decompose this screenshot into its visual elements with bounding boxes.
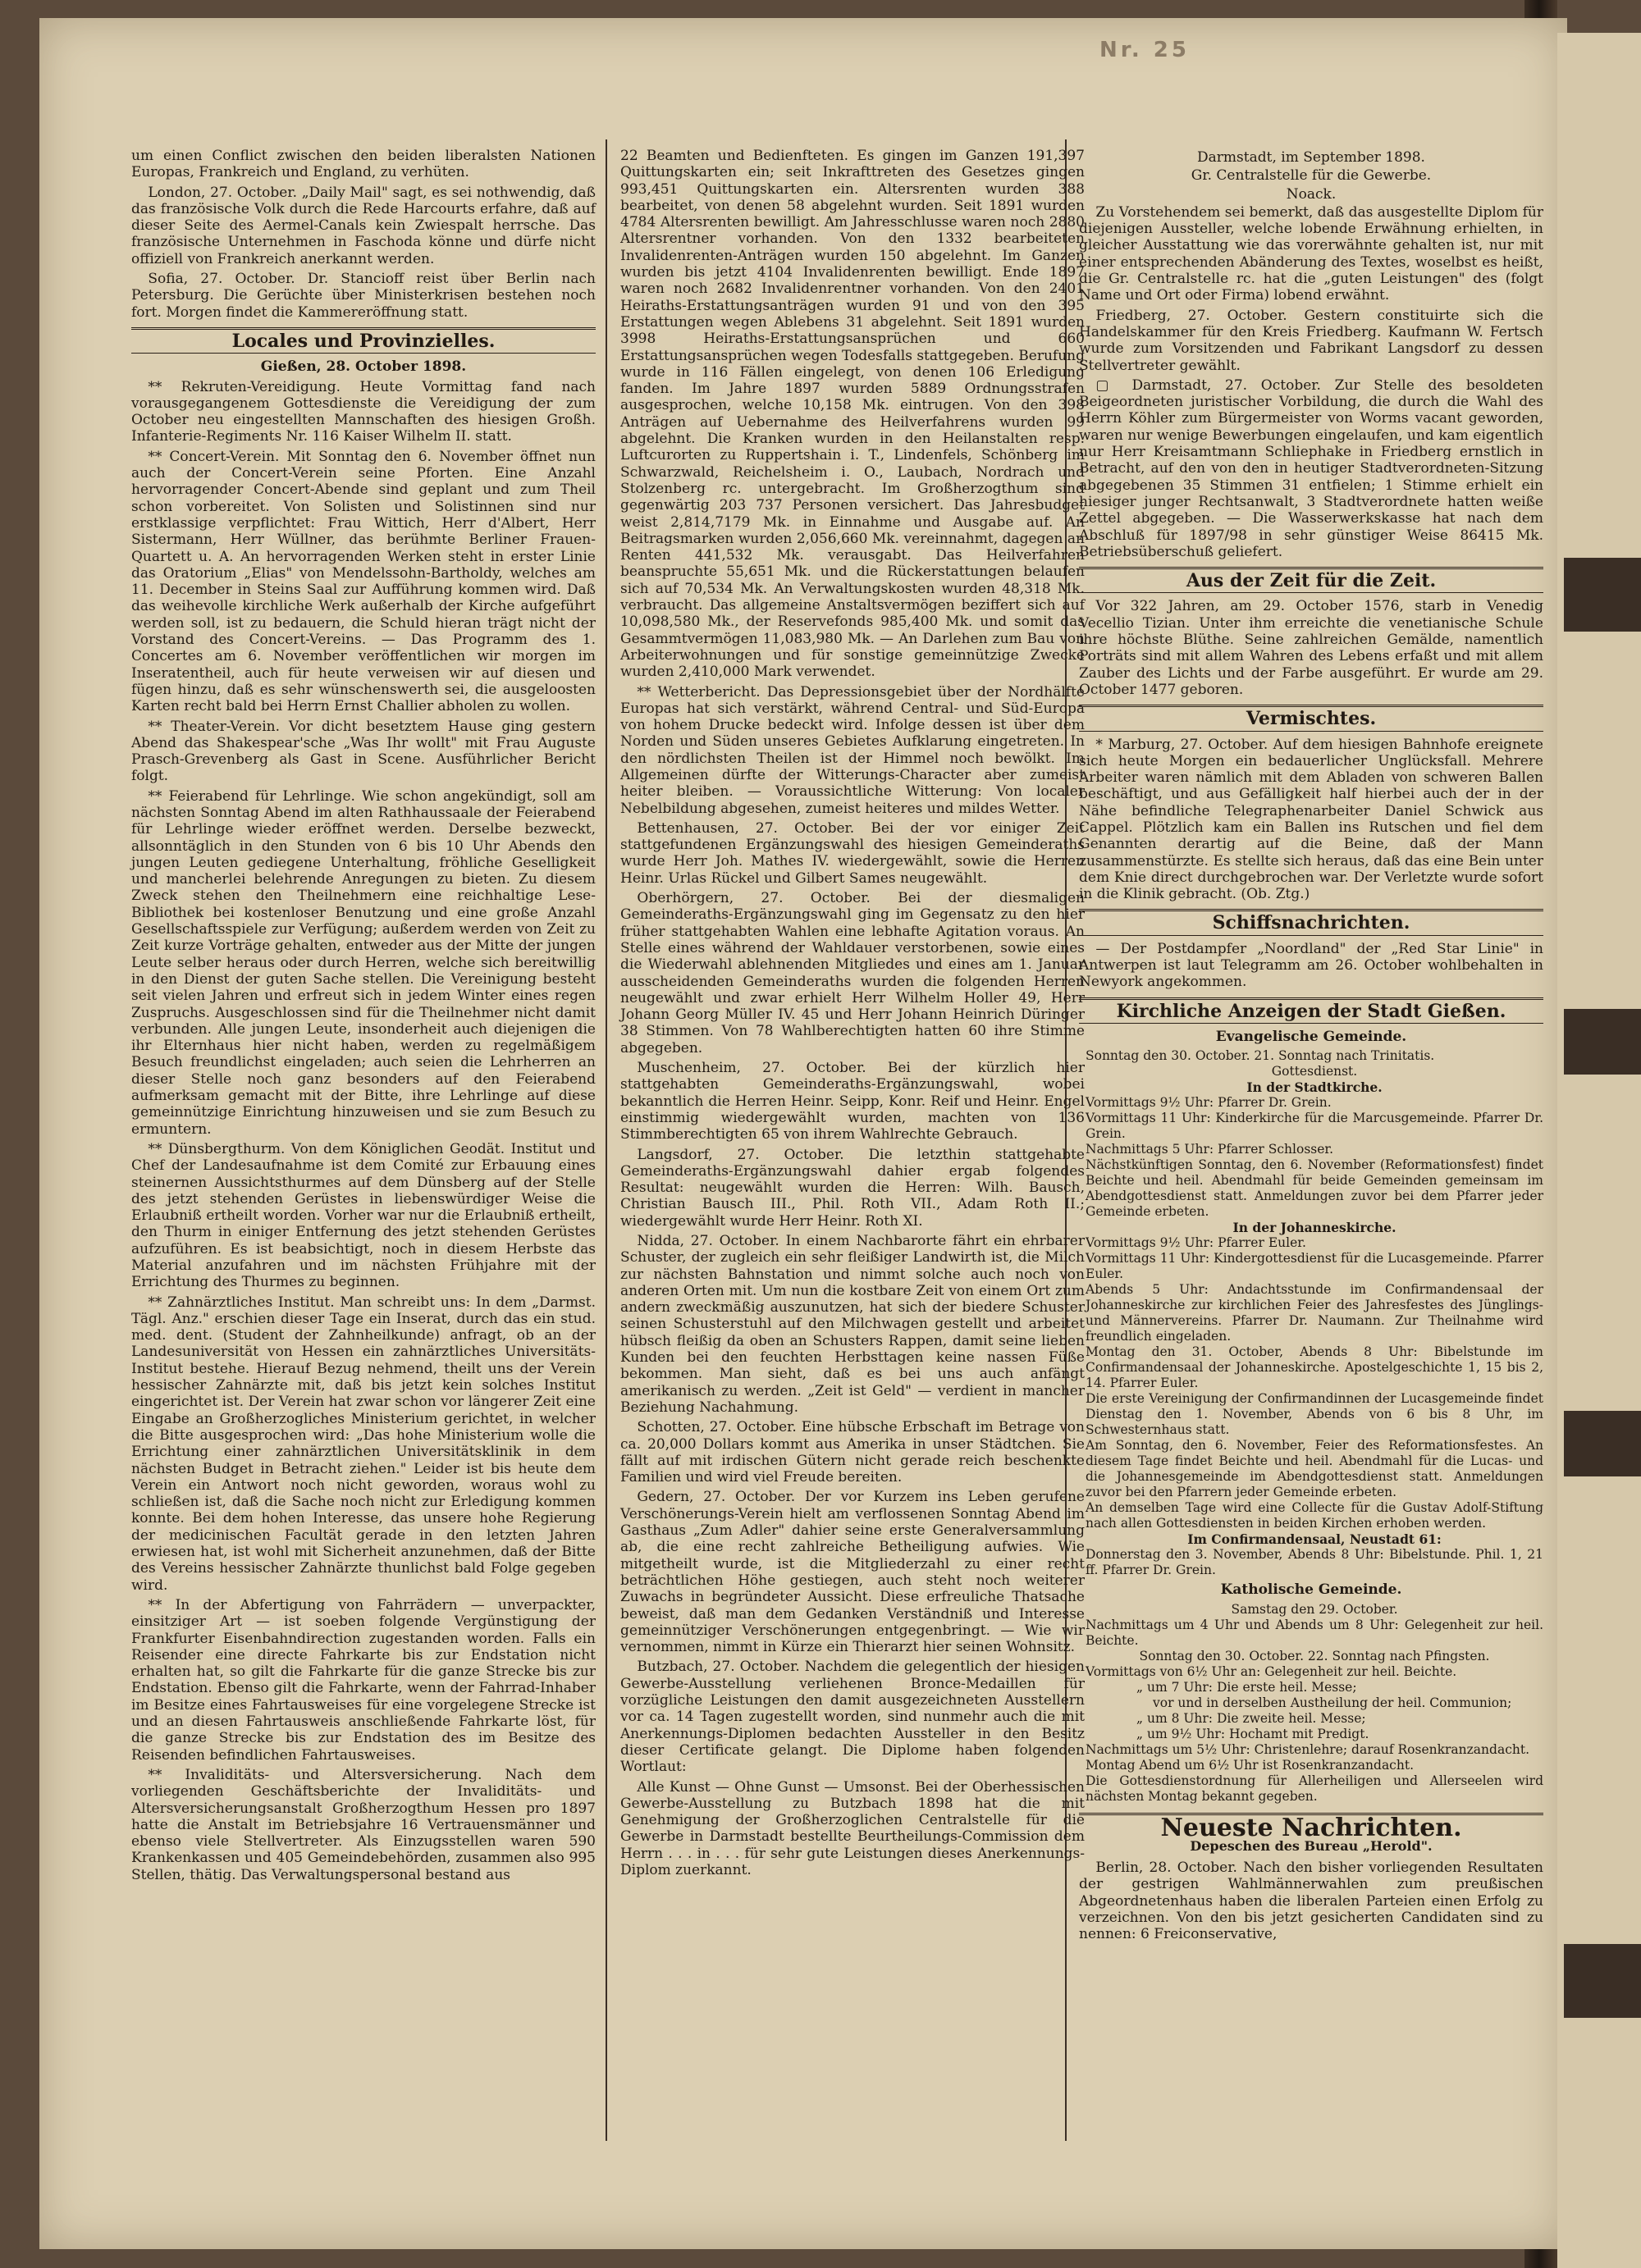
service-line: Vormittags 11 Uhr: Kindergottesdienst für die Lucasgemeinde. Pfarrer Euler. <box>1086 1251 1543 1282</box>
article-paragraph: London, 27. October. „Daily Mail" sagt, es sei nothwendig, daß das französische Volk durch die Rede Harcourts erfahre, daß auf dieser Seite des Aermel-Canals kein Zwiespalt herrsche. Das französische Unternehmen in Faschoda könne und dürfe nicht offiziell von Frankreich anerkannt werden. <box>131 184 596 267</box>
column-3 <box>1079 148 1543 1946</box>
article-paragraph: Schotten, 27. October. Eine hübsche Erbschaft im Betrage von ca. 20,000 Dollars kommt aus Amerika in unser Städtchen. Sie fällt auf mit irdischen Gütern nicht gerade reich beschenkte Familien und wird viel Freude bereiten. <box>620 1419 1085 1486</box>
dateline: Gießen, 28. October 1898. <box>260 358 467 376</box>
service-line: Gottesdienst. <box>1271 1064 1358 1079</box>
article-paragraph: Sofia, 27. October. Dr. Stancioff reist über Berlin nach Petersburg. Die Gerüchte über Ministerkrisen bestehen noch fort. Morgen findet die Kammereröffnung statt. <box>131 271 596 321</box>
article-paragraph: ** Feierabend für Lehrlinge. Wie schon angekündigt, soll am nächsten Sonntag Abend im alten Rathhaussaale der Feierabend für Lehrlinge wieder eröffnet werden. Derselbe bezweckt, allsonntäglich in den Stunden von 6 bis 10 Uhr Abends den jungen Leuten gediegene Unterhaltung, fröhliche Geselligkeit und mancherlei belehrende Anregungen zu bieten. Zu diesem Zweck stehen den Theilnehmern eine reichhaltige Lese-Bibliothek bei kostenloser Benutzung und eine große Anzahl Gesellschaftsspiele zur Verfügung; außerdem werden von Zeit zu Zeit kurze Vorträge gehalten, entweder aus der Mitte der jungen Leute selber heraus oder durch Herren, welche sich bereitwillig in den Dienst der guten Sache stellen. Die Vereinigung besteht seit vielen Jahren und erfreut sich in jedem Winter eines regen Zuspruchs. Ausgeschlossen sind für die Theilnehmer nicht damit verbunden. Alle jungen Leute, insonderheit auch diejenigen die ihr Elternhaus hier nicht haben, werden zu regelmäßigem Besuch freundlichst eingeladen; auch seien die Lehrherren an dieser Stelle noch ganz besonders auf den Feierabend aufmerksam gemacht mit der Bitte, ihre Lehrlinge auf diese gemeinnützige Einrichtung hinzuweisen und sie zum Besuch zu ermuntern. <box>131 787 596 1138</box>
service-line: Nächstkünftigen Sonntag, den 6. November (Reformationsfest) findet Beichte und heil. Abendmahl für beide Gemeinden gemeinsam im Abendgottesdienst statt. Anmeldungen zuvor bei dem Pfarrer jeder Gemeinde erbeten. <box>1086 1157 1543 1220</box>
service-line: Am Sonntag, den 6. November, Feier des Reformationsfestes. An diesem Tage findet Beichte und heil. Abendmahl für die Lucas- und die Johannesgemeinde im Abendgottesdienst statt. Anmeldungen zuvor bei den Pfarrern jeder Gemeinde erbeten. <box>1086 1438 1543 1500</box>
article-paragraph: Langsdorf, 27. October. Die letzthin stattgehabte Gemeinderaths-Ergänzungswahl dahier ergab folgendes Resultat: neugewählt wurden die Herren: Wilh. Bausch, Christian Bausch III., Phil. Roth VII., Adam Roth II.; wiedergewählt wurde Herr Heinr. Roth XI. <box>620 1146 1085 1230</box>
service-line: „ um 7 Uhr: Die erste heil. Messe; <box>1136 1679 1357 1695</box>
ad-block <box>1564 1411 1641 1476</box>
article-paragraph: Friedberg, 27. October. Gestern constituirte sich die Handelskammer für den Kreis Friedberg. Kaufmann W. Fertsch wurde zum Vorsitzenden und Fabrikant Langsdorf zu dessen Stellvertreter gewählt. <box>1079 307 1543 374</box>
article-paragraph: — Der Postdampfer „Noordland" der „Red Star Linie" in Antwerpen ist laut Telegramm am 26. October wohlbehalten in Newyork angekommen. <box>1079 940 1543 991</box>
article-paragraph: um einen Conflict zwischen den beiden liberalsten Nationen Europas, Frankreich und England, zu verhüten. <box>131 148 596 181</box>
signature-org: Gr. Centralstelle für die Gewerbe. <box>1191 167 1432 185</box>
article-paragraph: ** Theater-Verein. Vor dicht besetztem Hause ging gestern Abend das Shakespear'sche „Was Ihr wollt" mit Frau Auguste Prasch-Grevenberg als Gast in Scene. Ausführlicher Bericht folgt. <box>131 718 596 785</box>
service-line: Vormittags 11 Uhr: Kinderkirche für die Marcusgemeinde. Pfarrer Dr. Grein. <box>1086 1111 1543 1142</box>
article-paragraph: Zu Vorstehendem sei bemerkt, daß das ausgestellte Diplom für diejenigen Aussteller, welche lobende Erwähnung erhielten, in gleicher Ausstattung wie das vorerwähnte gehalten ist, nur mit einer entsprechenden Abänderung des Textes, woselbst es heißt, die Gr. Centralstelle rc. hat die „guten Leistungen" des (folgt Name und Ort oder Firma) lobend erwähnt. <box>1079 203 1543 304</box>
service-line: Im Confirmandensaal, Neustadt 61: <box>1187 1531 1442 1548</box>
service-line: In der Stadtkirche. <box>1246 1079 1383 1096</box>
section-title: Aus der Zeit für die Zeit. <box>1079 567 1543 593</box>
column-1 <box>131 148 596 1887</box>
article-paragraph: Alle Kunst — Ohne Gunst — Umsonst. Bei der Oberhessischen Gewerbe-Ausstellung zu Butzbach 1898 hat die mit Genehmigung der Großherzoglichen Centralstelle für die Gewerbe in Darmstadt bestellte Beurtheilungs-Commission dem Herrn . . . in . . . für sehr gute Leistungen dieses Anerkennungs-Diplom zuerkannt. <box>620 1778 1085 1878</box>
subsection-title: Katholische Gemeinde. <box>1220 1581 1402 1599</box>
section-title: Neueste Nachrichten. <box>1079 1813 1543 1837</box>
section-title: Locales und Provinzielles. <box>131 327 596 354</box>
article-paragraph: ** Concert-Verein. Mit Sonntag den 6. November öffnet nun auch der Concert-Verein seine Pforten. Eine Anzahl hervorragender Concert-Abende sind geplant und zum Theil schon vorbereitet. Von Solisten und Solistinnen sind nur erstklassige verpflichtet: Frau Wittich, Herr d'Albert, Herr Sistermann, Herr Wüllner, das berühmte Berliner Frauen-Quartett u. A. An hervorragenden Werken steht in erster Linie das Oratorium „Elias" von Mendelssohn-Bartholdy, welches am 11. December in Steins Saal zur Aufführung kommen wird. Daß das weihevolle kirchliche Werk außerhalb der Kirche aufgeführt werden soll, ist zu bedauern, die Schuld hieran trägt nicht der Vorstand des Concert-Vereins. — Das Programm des 1. Concertes am 6. November veröffentlichen wir morgen im Inseratentheil, auch für heute verweisen wir auf diesen und fügen hinzu, daß es sehr wünschenswerth sei, die ausgeloosten Karten recht bald bei Herrn Ernst Challier abholen zu wollen. <box>131 448 596 715</box>
column-2 <box>620 148 1085 1882</box>
article-paragraph: ** Invaliditäts- und Altersversicherung. Nach dem vorliegenden Geschäftsberichte der Invaliditäts- und Altersversicherungsanstalt Großherzogthum Hessen pro 1897 hatte die Anstalt im Betriebsjahre 16 Vertrauensmänner und ebenso viele Stellvertreter. Als Einzugsstellen waren 590 Krankenkassen und 405 Gemeindebehörden, zusammen also 995 Stellen, thätig. Das Verwaltungspersonal bestand aus <box>131 1766 596 1883</box>
article-paragraph: Gedern, 27. October. Der vor Kurzem ins Leben gerufene Verschönerungs-Verein hielt am verflossenen Sonntag Abend im Gasthaus „Zum Adler" dahier seine erste Generalversammlung ab, die eine recht zahlreiche Betheiligung aufwies. Wie mitgetheilt wurde, ist die Mitgliederzahl zu einer recht beträchtlichen Höhe gestiegen, auch steht noch weiterer Zuwachs in begründeter Aussicht. Diese erfreuliche Thatsache beweist, daß man dem Gedanken Verständniß und Interesse gemeinnütziger Verschönerungen entgegenbringt. — Wie wir vernommen, nimmt in Kürze ein Thierarzt hier seinen Wohnsitz. <box>620 1489 1085 1656</box>
section-title: Kirchliche Anzeigen der Stadt Gießen. <box>1079 997 1543 1024</box>
article-paragraph: Vor 322 Jahren, am 29. October 1576, starb in Venedig Vecellio Tizian. Unter ihm erreichte die venetianische Schule ihre höchste Blüthe. Seine zahlreichen Gemälde, namentlich Porträts sind mit allem Wahren des Lebens erfaßt und mit allem Zauber des Lichts und der Farbe ausgeführt. Er wurde am 29. October 1477 geboren. <box>1079 598 1543 698</box>
article-paragraph: Muschenheim, 27. October. Bei der kürzlich hier stattgehabten Gemeinderaths-Ergänzungswahl, wobei bekanntlich die Herren Heinr. Seipp, Konr. Reif und Heinr. Engel einstimmig wiedergewählt wurden, machten von 136 Stimmberechtigten 65 von ihrem Wahlrechte Gebrauch. <box>620 1060 1085 1143</box>
article-paragraph: * Marburg, 27. October. Auf dem hiesigen Bahnhofe ereignete sich heute Morgen ein bedauerlicher Unglücksfall. Mehrere Arbeiter waren nämlich mit dem Abladen von schweren Ballen beschäftigt, und aus Gefälligkeit half hierbei auch der in der Nähe befindliche Telegraphenarbeiter Daniel Schwick aus Cappel. Plötzlich kam ein Ballen ins Rutschen und fiel dem Genannten derartig auf die Beine, daß der Mann zusammenstürzte. Es stellte sich heraus, daß das eine Bein unter dem Knie direct durchgebrochen war. Der Verletzte wurde sofort in die Klinik gebracht. (Ob. Ztg.) <box>1079 736 1543 903</box>
service-line: Vormittags 9½ Uhr: Pfarrer Dr. Grein. <box>1086 1095 1332 1111</box>
service-line: Vormittags von 6½ Uhr an: Gelegenheit zur heil. Beichte. <box>1086 1663 1457 1679</box>
service-line: Nachmittags um 4 Uhr und Abends um 8 Uhr: Gelegenheit zur heil. Beichte. <box>1086 1617 1543 1648</box>
service-line: In der Johanneskirche. <box>1232 1220 1396 1236</box>
service-line: Abends 5 Uhr: Andachtsstunde im Confirmandensaal der Johanneskirche zur kirchlichen Feier des Jahresfestes des Jünglings- und Männervereins. Pfarrer Dr. Naumann. Zur Theilnahme wird freundlich eingeladen. <box>1086 1282 1543 1344</box>
ad-block <box>1564 558 1641 632</box>
article-paragraph: Bettenhausen, 27. October. Bei der vor einiger Zeit stattgefundenen Ergänzungswahl des hiesigen Gemeinderaths wurde Herr Joh. Mathes IV. wiedergewählt, sowie die Herren Heinr. Urlas Rückel und Gilbert Sames neugewählt. <box>620 819 1085 887</box>
article-paragraph: ** Zahnärztliches Institut. Man schreibt uns: In dem „Darmst. Tägl. Anz." erschien dieser Tage ein Inserat, durch das ein stud. med. dent. (Student der Zahnheilkunde) anfragt, ob an der Landesuniversität von Hessen ein zahnärztliches Universitäts-Institut bestehe. Hierauf Bezug nehmend, theilt uns der Verein hessischer Zahnärzte mit, daß bis jetzt kein solches Institut eingerichtet ist. Der Verein hat zwar schon vor längerer Zeit eine Eingabe an Großherzogliches Ministerium gerichtet, in welcher die Bitte ausgesprochen wird: „Das hohe Ministerium wolle die Errichtung einer zahnärztlichen Universitätsklinik in dem nächsten Budget in Betracht ziehen." Leider ist bis heute dem Verein ein Antwort noch nicht geworden, woraus wohl zu schließen ist, daß die Sache noch nicht zur Erledigung kommen konnte. Bei dem hohen Interesse, das unsere hohe Regierung der medicinischen Facultät gerade in den letzten Jahren erwiesen hat, ist wohl mit Sicherheit anzunehmen, daß der Bitte des Vereins hessischer Zahnärzte thunlichst bald Folge gegeben wird. <box>131 1294 596 1594</box>
service-line: vor und in derselben Austheilung der heil. Communion; <box>1153 1695 1512 1710</box>
service-line: Nachmittags 5 Uhr: Pfarrer Schlosser. <box>1086 1142 1334 1157</box>
service-line: Donnerstag den 3. November, Abends 8 Uhr: Bibelstunde. Phil. 1, 21 ff. Pfarrer Dr. Grein. <box>1086 1547 1543 1578</box>
service-line: Vormittags 9½ Uhr: Pfarrer Euler. <box>1086 1235 1306 1251</box>
article-paragraph: 22 Beamten und Bedienfteten. Es gingen im Ganzen 191,397 Quittungskarten ein; seit Inkrafttreten des Gesetzes gingen 993,451 Quittungskarten ein. Altersrenten wurden 388 bearbeitet, von denen 58 abgelehnt wurden. Seit 1891 wurden 4784 Altersrenten bewilligt. Am Jahresschlusse waren noch 2880 Altersrentner vorhanden. Von den 1332 bearbeiteten Invalidenrenten-Anträgen wurden 150 abgelehnt. Im Ganzen wurden bis jetzt 4104 Invalidenrenten bewilligt. Ende 1897 waren noch 2682 Invalidenrentner vorhanden. Von den 2401 Heiraths-Erstattungsanträgen wurden 91 und von den 395 Erstattungen wegen Ablebens 31 abgelehnt. Seit 1891 wurden 3998 Heiraths-Erstattungsansprüchen und 660 Erstattungsansprüchen wegen Todesfalls stattgegeben. Berufung wurde in 116 Fällen eingelegt, von denen 106 Erledigung fanden. Im Jahre 1897 wurden 5889 Ordnungsstrafen ausgesprochen, welche 10,158 Mk. eintrugen. Von den 398 Anträgen auf Uebernahme des Heilverfahrens wurden 99 abgelehnt. Die Kranken wurden in den Heilanstalten resp. Luftcurorten zu Ruppertshain i. T., Lindenfels, Schönberg im Schwarzwald, Reichelsheim i. O., Laubach, Nordrach und Stolzenberg rc. untergebracht. Im Großherzogthum sind gegenwärtig 203 737 Personen versichert. Das Jahresbudget weist 2,814,7179 Mk. in Einnahme und Ausgabe auf. An Beitragsmarken wurden 2,056,660 Mk. vereinnahmt, dagegen an Renten 441,532 Mk. verausgabt. Das Heilverfahren beanspruchte 55,651 Mk. und die Rückerstattungen belaufen sich auf 70,534 Mk. An Verwaltungskosten wurden 48,318 Mk. verbraucht. Das allgemeine Anstaltsvermögen beziffert sich auf 10,098,580 Mk., der Reservefonds 985,400 Mk. und somit das Gesammtvermögen 11,083,980 Mk. — An Darlehen zum Bau von Arbeiterwohnungen und für sonstige gemeinnützige Zwecke wurden 2,410,000 Mark verwendet. <box>620 148 1085 681</box>
subsection-title: Depeschen des Bureau „Herold". <box>1190 1837 1433 1854</box>
ad-block <box>1564 1009 1641 1075</box>
service-line: Sonntag den 30. October. 21. Sonntag nach Trinitatis. <box>1086 1048 1435 1064</box>
service-line: Samstag den 29. October. <box>1231 1601 1398 1617</box>
service-line: An demselben Tage wird eine Collecte für die Gustav Adolf-Stiftung nach allen Gottesdiensten in beiden Kirchen erhoben werden. <box>1086 1500 1543 1531</box>
article-paragraph: ** Wetterbericht. Das Depressionsgebiet über der Nordhälfte Europas hat sich verstärkt, während Central- und Süd-Europa von hohem Drucke bedeckt wird. Infolge dessen ist über dem Norden und Süden unseres Gebietes Aufklarung eingetreten. In den nördlichsten Theilen ist der Himmel noch bewölkt. Im Allgemeinen dürfte der Witterungs-Character aber zumeist heiter bleiben. — Voraussichtliche Witterung: Von localer Nebelbildung abgesehen, zumeist heiteres und mildes Wetter. <box>620 683 1085 817</box>
article-paragraph: Butzbach, 27. October. Nachdem die gelegentlich der hiesigen Gewerbe-Ausstellung verliehenen Bronce-Medaillen für vorzügliche Leistungen den damit ausgezeichneten Ausstellern vor ca. 14 Tagen zugestellt worden, sind nunmehr auch die mit Anerkennungs-Diplomen bedachten Aussteller in den Besitz dieser Certificate gelangt. Die Diplome haben folgenden Wortlaut: <box>620 1659 1085 1776</box>
service-line: Die Gottesdienstordnung für Allerheiligen und Allerseelen wird nächsten Montag bekannt gegeben. <box>1086 1773 1543 1804</box>
service-line: „ um 9½ Uhr: Hochamt mit Predigt. <box>1136 1726 1369 1741</box>
service-line: Die erste Vereinigung der Confirmandinnen der Lucasgemeinde findet Dienstag den 1. November, Abends von 6 bis 8 Uhr, im Schwesternhaus statt. <box>1086 1391 1543 1438</box>
column-rule <box>606 139 607 2141</box>
service-line: Montag den 31. October, Abends 8 Uhr: Bibelstunde im Confirmandensaal der Johanneskirche. Apostelgeschichte 1, 15 bis 2, 14. Pfarrer Euler. <box>1086 1344 1543 1391</box>
signature-date: Darmstadt, im September 1898. <box>1197 149 1425 166</box>
service-line: „ um 8 Uhr: Die zweite heil. Messe; <box>1136 1710 1366 1726</box>
article-paragraph: Berlin, 28. October. Nach den bisher vorliegenden Resultaten der gestrigen Wahlmännerwahlen zum preußischen Abgeordnetenhaus haben die liberalen Parteien einen Erfolg zu verzeichnen. Von den bis jetzt gesicherten Candidaten sind zu nennen: 6 Freiconservative, <box>1079 1860 1543 1943</box>
adjacent-page-edge <box>1557 33 1641 2268</box>
signature-name: Noack. <box>1286 185 1337 203</box>
ad-block <box>1564 1944 1641 2018</box>
article-paragraph: ** In der Abfertigung von Fahrrädern — unverpackter, einsitziger Art — ist soeben folgende Vergünstigung der Frankfurter Eisenbahndirection zugestanden worden. Falls ein Reisender eine directe Fahrkarte bis zur Endstation nicht erhalten hat, so gilt die Fahrkarte für die ganze Strecke bis zur Endstation. Ebenso gilt die Fahrkarte, wenn der Fahrrad-Inhaber im Besitze eines Fahrtausweises für eine vorgelegene Strecke ist und an diesen Fahrtausweis anschließende Fahrkarte löst, für die ganze Strecke bis zur Endstation des im Besitze des Reisenden befindlichen Fahrtausweises. <box>131 1596 596 1764</box>
service-line: Nachmittags um 5½ Uhr: Christenlehre; darauf Rosenkranzandacht. <box>1086 1741 1530 1757</box>
article-paragraph: ** Dünsbergthurm. Von dem Königlichen Geodät. Institut und Chef der Landesaufnahme ist dem Comité zur Erbauung eines steinernen Aussichtsthurmes auf dem Dünsberg auf der Stelle des jetzt stehenden Gerüstes in liebenswürdiger Weise die Erlaubniß ertheilt worden. Vorher war nur die Erlaubniß ertheilt, den Thurm in einiger Entfernung des jetzt stehenden Gerüstes aufzuführen. Es ist beabsichtigt, noch in diesem Herbste das Material anzufahren und im nächsten Frühjahre mit der Errichtung des Thurmes zu beginnen. <box>131 1140 596 1291</box>
service-list <box>1079 1048 1543 1578</box>
article-paragraph: ▢ Darmstadt, 27. October. Zur Stelle des besoldeten Beigeordneten juristischer Vorbildung, die durch die Wahl des Herrn Köhler zum Bürgermeister von Worms vacant geworden, waren nur wenige Bewerbungen eingelaufen, und kam eigentlich nur Herr Kreisamtmann Schliephake in Friedberg ernstlich in Betracht, auf den von den in heutiger Stadtverordneten-Sitzung abgegebenen 35 Stimmen 31 entfielen; 1 Stimme erhielt ein hiesiger junger Rechtsanwalt, 3 Stadtverordnete hatten weiße Zettel abgegeben. — Die Wasserwerkskasse hat nach dem Abschluß für 1897/98 in sehr günstiger Weise 86415 Mk. Betriebsüberschuß geliefert. <box>1079 376 1543 560</box>
section-title: Vermischtes. <box>1079 705 1543 731</box>
service-list <box>1079 1602 1543 1805</box>
subsection-title: Evangelische Gemeinde. <box>1215 1028 1407 1045</box>
article-paragraph: Oberhörgern, 27. October. Bei der diesmaligen Gemeinderaths-Ergänzungswahl ging im Gegensatz zu den hier früher stattgehabten Wahlen eine lebhafte Agitation voraus. An Stelle eines während der Wahldauer verstorbenen, sowie eines die Wiederwahl ablehnenden Mitgliedes und eines am 1. Januar ausscheidenden Gemeinderaths wurden die folgenden Herren neugewählt und zwar erhielt Herr Wilhelm Holler 49, Herr Johann Georg Müller IV. 45 und Herr Johann Heinrich Düringer 38 Stimmen. Von 78 Wahlberechtigten hatten 60 ihre Stimme abgegeben. <box>620 890 1085 1056</box>
page-header-fragment: Nr. 25 <box>1099 38 1190 62</box>
article-paragraph: Nidda, 27. October. In einem Nachbarorte fährt ein ehrbarer Schuster, der zugleich ein sehr fleißiger Landwirth ist, die Milch zur nächsten Bahnstation und nimmt solche auch noch von anderen Orten mit. Um nun die kostbare Zeit von einem Ort zum andern zweckmäßig auszunutzen, hat sich der biedere Schuster seinen Schusterstuhl auf den Milchwagen gestellt und arbeitet hübsch fleißig da oben an Schusters Rappen, damit seine lieben Kunden bei den feuchten Herbsttagen keine nassen Füße bekommen. Man sieht, daß es bei uns auch anfängt amerikanisch zu werden. „Zeit ist Geld" — verdient in mancher Beziehung Nachahmung. <box>620 1233 1085 1416</box>
service-line: Montag Abend um 6½ Uhr ist Rosenkranzandacht. <box>1086 1757 1415 1773</box>
service-line: Sonntag den 30. October. 22. Sonntag nach Pfingsten. <box>1139 1648 1490 1663</box>
section-title: Schiffsnachrichten. <box>1079 909 1543 935</box>
article-paragraph: ** Rekruten-Vereidigung. Heute Vormittag fand nach vorausgegangenem Gottesdienste die Vereidigung der zum October neu eingestellten Mannschaften des hiesigen Großh. Infanterie-Regiments Nr. 116 Kaiser Wilhelm II. statt. <box>131 378 596 445</box>
